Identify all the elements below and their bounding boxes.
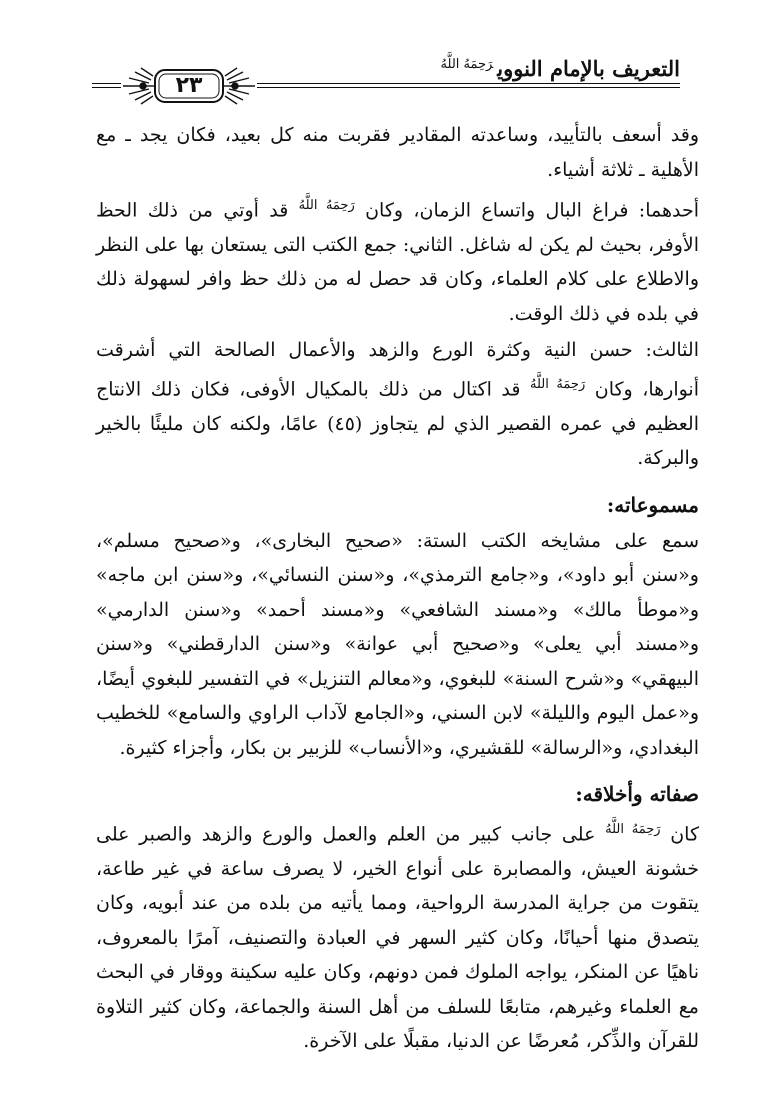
running-title-text: التعريف بالإمام النووي bbox=[497, 56, 680, 81]
honorific-glyph: رَحِمَهُ اللَّهُ bbox=[440, 57, 494, 72]
paragraph-third-thing-b: قد اكتال من ذلك بالمكيال الأوفى، فكان ذلك الانتاج العظيم في عمره القصير الذي لم يتجاوز (٤٥) عامًا، ولكنه كان مليئًا بالخير والبركة. bbox=[96, 378, 699, 470]
page-header bbox=[92, 50, 680, 98]
honorific-glyph: رَحِمَهُ اللَّهُ bbox=[298, 198, 355, 213]
page-number: ٢٣ bbox=[175, 73, 203, 98]
section-heading-character: صفاته وأخلاقه: bbox=[575, 782, 699, 807]
page-number-ornament bbox=[121, 64, 257, 108]
paragraph-character-a: كان bbox=[660, 823, 700, 846]
paragraph-third-thing bbox=[96, 333, 699, 475]
paragraph-intro: وقد أسعف بالتأييد، وساعدته المقادير فقربت منه كل بعيد، فكان يجد ـ مع الأهلية ـ ثلاثة أشياء. bbox=[96, 124, 699, 181]
honorific-glyph: رَحِمَهُ اللَّهُ bbox=[605, 822, 661, 838]
body-text bbox=[96, 118, 699, 1059]
paragraph-character-b: على جانب كبير من العلم والعمل والورع والزهد والصبر على خشونة العيش، والمصابرة على أنواع الخير، لا يصرف ساعة في غير طاعة، يتقوت من جراية المدرسة الرواحية، ومما يأتيه من بلده من عند أبويه، وكان يتصدق منها أحيانًا، وكان كثير السهر في العبادة والتصنيف، آمرًا بالمعروف، ناهيًا عن المنكر، يواجه الملوك فمن دونهم، وكان عليه سكينة ووقار في البحث مع العلماء وغيرهم، متابعًا للسلف من أهل السنة والجماعة، وكان كثير التلاوة للقرآن والذِّكر، مُعرضًا عن الدنيا، مقبلًا على الآخرة. bbox=[96, 823, 699, 1053]
paragraph-auditions: سمع على مشايخه الكتب الستة: «صحيح البخارى»، و«صحيح مسلم»، و«سنن أبو داود»، و«جامع الترمذي»، و«سنن النسائي»، و«سنن ابن ماجه» و«موطأ مالك» و«مسند الشافعي» و«مسند أحمد» و«سنن الدارمي» و«مسند أبي يعلى» و«صحيح أبي عوانة» و«سنن الدارقطني» و«سنن البيهقي» و«شرح السنة» للبغوي، و«معالم التنزيل» في التفسير للبغوي أيضًا، و«عمل اليوم والليلة» لابن السني، و«الجامع لآداب الراوي والسامع» للخطيب البغدادي، و«الرسالة» للقشيري، و«الأنساب» للزبير بن بكار، وأجزاء كثيرة. bbox=[96, 529, 699, 759]
paragraph-character bbox=[96, 813, 699, 1059]
paragraph-first-thing bbox=[96, 189, 699, 331]
paragraph-third-thing-a: الثالث: حسن النية وكثرة الورع والزهد والأعمال الصالحة التي أشرقت أنوارها، وكان bbox=[96, 339, 699, 401]
honorific-glyph: رَحِمَهُ اللَّهُ bbox=[529, 376, 586, 392]
paragraph-first-thing-b: قد أوتي من ذلك الحظ الأوفر، بحيث لم يكن له شاغل. الثاني: جمع الكتب التى يستعان بها على النظر والاطلاع على كلام العلماء، وكان قد حصل له من ذلك حظ وافر لسهولة ذلك في بلده في ذلك الوقت. bbox=[96, 199, 699, 325]
section-heading-auditions: مسموعاته: bbox=[606, 492, 699, 517]
paragraph-first-thing-a: أحدهما: فراغ البال واتساع الزمان، وكان bbox=[354, 199, 699, 222]
running-title bbox=[441, 50, 680, 84]
